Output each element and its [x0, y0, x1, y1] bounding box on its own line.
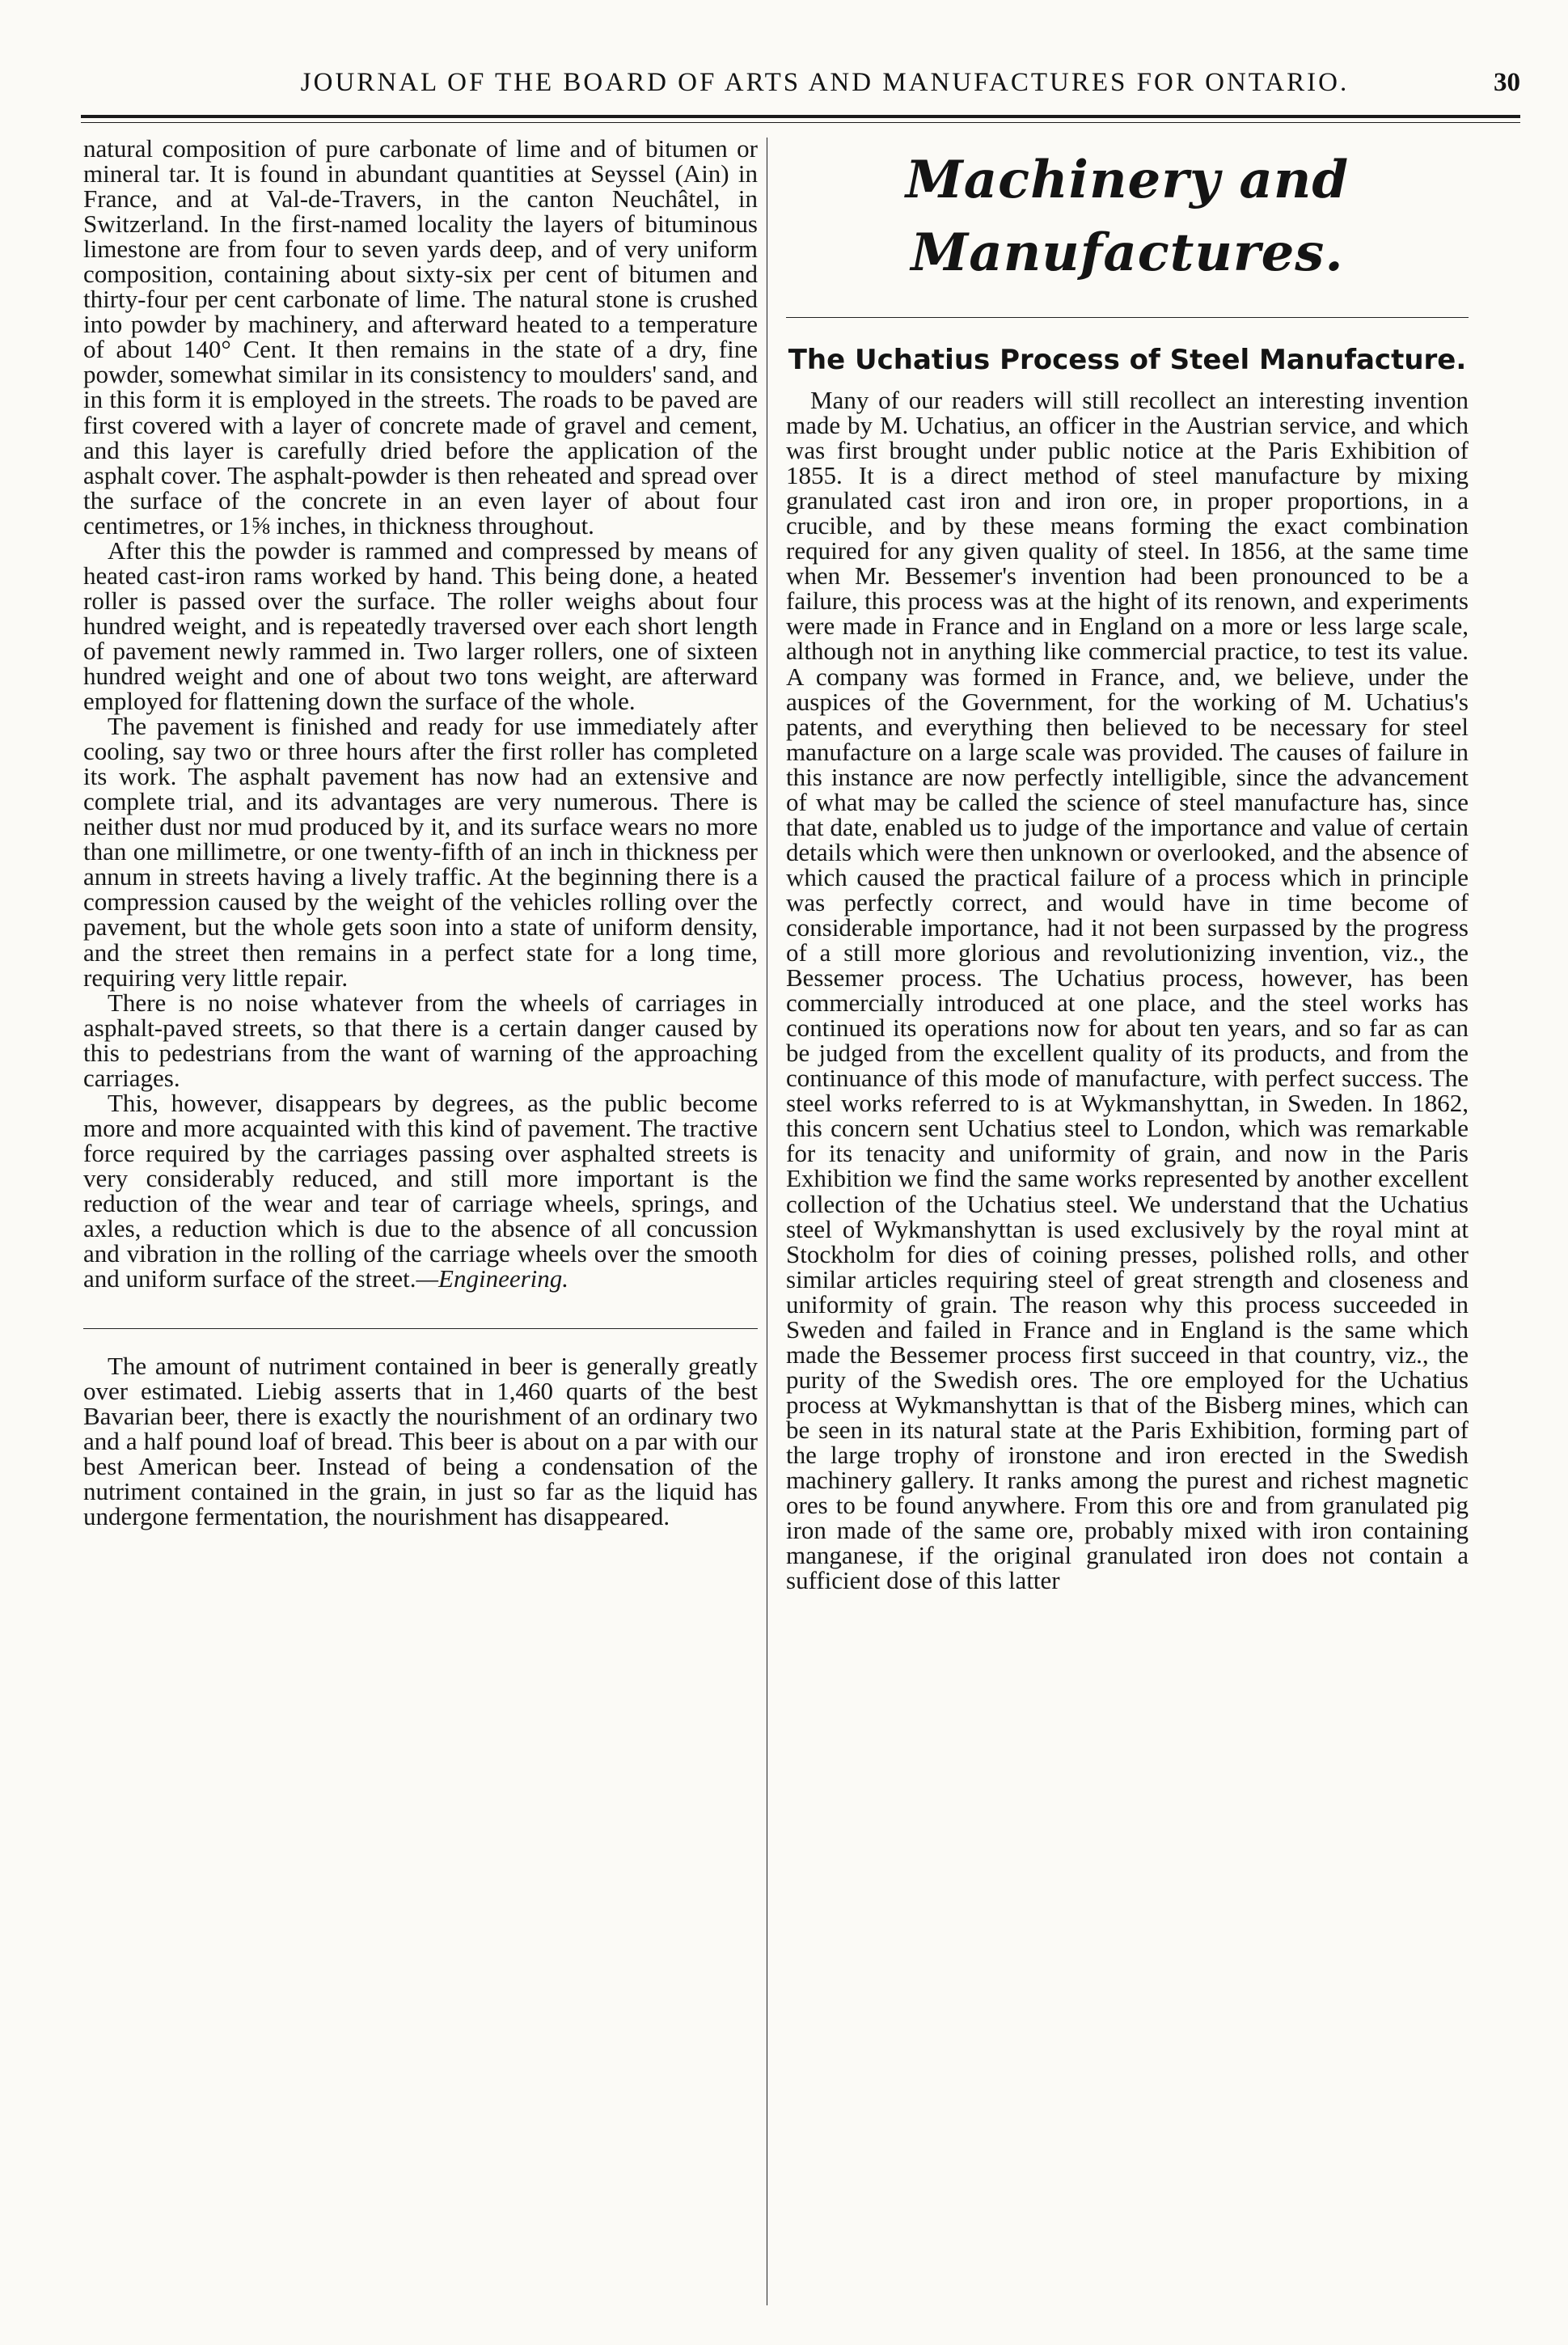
article-title: The Uchatius Process of Steel Manufacture. [788, 344, 1467, 376]
header-rule [81, 115, 1520, 118]
article-paragraph: There is no noise whatever from the wheels of carriages in asphalt-paved streets, so that there is a certain danger caused by this to pedestrians from the want of warning of the approaching carriages. [83, 988, 758, 1092]
heading-rule [786, 317, 1469, 318]
article-paragraph-text: This, however, disappears by degrees, as the public become more and more acquainted with this kind of pavement. The tractive force required by the carriages passing over asphalted streets is very considerably reduced, and still more important is the reduction of the wear and tear of carriage wheels, springs, and axles, a reduction which is due to the absence of all concussion and vibration in the rolling of the carriage wheels over the smooth and uniform surface of the street. [83, 1088, 758, 1293]
source-credit: —Engineering. [416, 1264, 569, 1293]
asphalt-article [83, 136, 758, 1291]
header-rule-thin [81, 122, 1520, 123]
article-paragraph: The pavement is finished and ready for use immediately after cooling, say two or three hours after the first roller has completed its work. The asphalt pavement has now had an extensive and complete trial, and its advantages are very numerous. There is neither dust nor mud produced by it, and its surface wears no more than one millimetre, or one twenty-fifth of an inch in thickness per annum in streets having a lively traffic. At the beginning there is a compression caused by the weight of the vehicles rolling over the pavement, but the whole gets soon into a state of uniform density, and the street then remains in a perfect state for a long time, requiring very little repair. [83, 712, 758, 992]
article-paragraph: After this the powder is rammed and compressed by means of heated cast-iron rams worked by hand. This being done, a heated roller is passed over the surface. The roller weighs about four hundred weight, and is repeatedly traversed over each short length of pavement newly rammed in. Two larger rollers, one of sixteen hundred weight and one of about two tons weight, are afterward employed for flattening down the surface of the whole. [83, 535, 758, 716]
uchatius-article [786, 387, 1469, 1593]
running-head [81, 68, 1520, 108]
article-separator [83, 1328, 758, 1329]
left-column [83, 136, 758, 1529]
article-paragraph: Many of our readers will still recollect an interesting invention made by M. Uchatius, an officer in the Austrian service, and which was first brought under public notice at the Paris Exhibition of 1855. It is a direct method of steel manufacture by mixing granulated cast iron and iron ore, in proper proportions, in a crucible, and by these means forming the exact combination required for any given quality of steel. In 1856, at the same time when Mr. Bessemer's invention had been pronounced to be a failure, this process was at the hight of its renown, and experiments were made in France and in England on a more or less large scale, although not in anything like commercial practice, to test its value. A company was formed in France, and, we believe, under the auspices of the Government, for the working of M. Uchatius's patents, and everything then believed to be necessary for steel manufacture on a large scale was provided. The causes of failure in this instance are now perfectly intelligible, since the advancement of what may be called the science of steel manufacture has, since that date, enabled us to judge of the importance and value of certain details which were then unknown or overlooked, and the absence of which caused the practical failure of a process which in principle was perfectly correct, and would have in time become of considerable importance, had it not been surpassed by the progress of a still more glorious and revolutionizing invention, viz., the Bessemer process. The Uchatius process, however, has been commercially introduced at one place, and the steel works has continued its operations now for about ten years, and so far as can be judged from the excellent quality of its products, and from the continuance of this mode of manufacture, with perfect success. The steel works referred to is at Wykmanshyttan, in Sweden. In 1862, this concern sent Uchatius steel to London, which was remarkable for its tenacity and uniformity of grain, and now in the Paris Exhibition we find the same works represented by another excellent collection of the Uchatius steel. We understand that the Uchatius steel of Wykmanshyttan is used exclusively by the royal mint at Stockholm for dies of coining presses, polished rolls, and other similar articles requiring steel of great strength and closeness and uniformity of grain. The reason why this process succeeded in Sweden and failed in France and in England is the same which made the Bessemer process first succeed in that country, viz., the purity of the Swedish ores. The ore employed for the Uchatius process at Wykmanshyttan is that of the Bisberg mines, which can be seen in its natural state at the Paris Exhibition, forming part of the large trophy of ironstone and iron erected in the Swedish machinery gallery. It ranks among the purest and richest magnetic ores to be found anywhere. From this ore and from granulated pig iron made of the same ore, probably mixed with iron containing manganese, if the original granulated iron does not contain a sufficient dose of this latter [786, 386, 1469, 1595]
section-heading: Machinery and Manufactures. [905, 150, 1350, 283]
right-column [786, 136, 1469, 1593]
article-paragraph: natural composition of pure carbonate of lime and of bitumen or mineral tar. It is found in abundant quantities at Seyssel (Ain) in France, and at Val-de-Travers, in the canton Neuchâtel, in Switzerland. In the first-named locality the layers of bituminous limestone are from four to seven yards deep, and of very uniform composition, containing about sixty-six per cent of bitumen and thirty-four per cent carbonate of lime. The natural stone is crushed into powder by machinery, and afterward heated to a temperature of about 140° Cent. It then remains in the state of a dry, fine powder, somewhat similar in its consistency to moulders' sand, and in this form it is employed in the streets. The roads to be paved are first covered with a layer of concrete made of gravel and cement, and this layer is carefully dried before the application of the asphalt cover. The asphalt-powder is then reheated and spread over the surface of the concrete in an even layer of about four centimetres, or 1⅝ inches, in thickness throughout. [83, 134, 758, 540]
beer-article [83, 1353, 758, 1529]
article-paragraph: The amount of nutriment contained in beer is generally greatly over estimated. Liebig asserts that in 1,460 quarts of the best Bavarian beer, there is exactly the nourishment of an ordinary two and a half pound loaf of bread. This beer is about on a par with our best American beer. Instead of being a condensation of the nutriment contained in the grain, in just so far as the liquid has undergone fermentation, the nourishment has disappeared. [83, 1352, 758, 1531]
article-paragraph [83, 1090, 758, 1291]
running-title: JOURNAL OF THE BOARD OF ARTS AND MANUFACTURES FOR ONTARIO. [300, 68, 1350, 97]
page-number: 30 [1494, 68, 1520, 97]
